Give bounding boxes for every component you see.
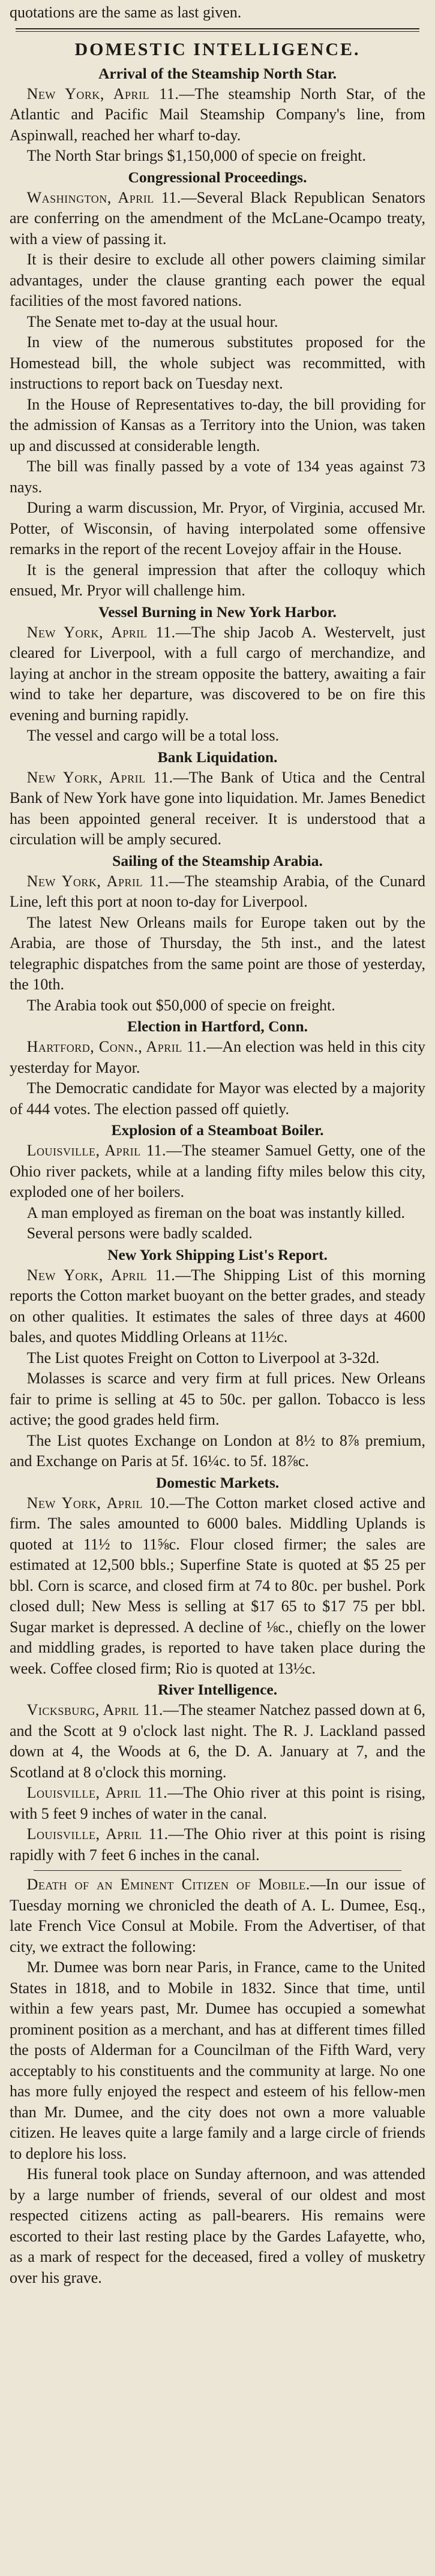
news-article [10,1244,425,1472]
dateline: Louisville, April 11. [26,1142,167,1159]
article-heading: Explosion of a Steamboat Boiler. [111,1121,324,1139]
article-paragraph [10,1368,425,1431]
dateline: Hartford, Conn., April 11. [26,1038,207,1055]
news-article [10,601,425,747]
article-heading: Arrival of the Steamship North Star. [98,64,337,82]
news-article [10,63,425,167]
news-article [10,1016,425,1120]
dateline: New York, April 10. [26,1494,170,1512]
news-article [10,167,425,601]
paragraph-text: In view of the numerous substitutes proposed for the Homestead bill, the whole subject was recommitted, with instructions to report back on Tuesday next. [10,333,425,392]
dateline: Vicksburg, April 11. [26,1701,163,1719]
article-paragraph [10,1140,425,1203]
article-paragraph [10,1203,425,1224]
article-heading: Bank Liquidation. [157,748,278,766]
dateline: New York, April 11. [26,623,176,641]
obituary-paragraph: His funeral took place on Sunday afternoon, and was attended by a large number of friends, several of our oldest and most respected citizens acting as pall-bearers. His remains were escorted to their last resting place by the Gardes Lafayette, who, as a mark of respect for the deceased, fired a volley of musketry over his grave. [10,2165,425,2286]
article-heading: Vessel Burning in New York Harbor. [98,603,337,621]
paragraph-text: During a warm discussion, Mr. Pryor, of Virginia, accused Mr. Potter, of Wisconsin, of having interpolated some offensive remarks in the report of the recent Lovejoy affair in the House. [10,499,425,558]
paragraph-text: It is their desire to exclude all other powers claiming similar advantages, under the clause granting each power the equal facilities of the most favored nations. [10,251,425,309]
article-paragraph [10,1431,425,1472]
article-paragraph [10,1078,425,1120]
obituary-lead-text: —In our issue of Tuesday morning we chronicled the death of A. L. Dumee, Esq., late French Vice Consul at Mobile. From the Advertiser, of that city, we extract the following: [10,1876,425,1955]
dateline: Louisville, April 11. [26,1784,168,1801]
paragraph-text: —The steamer Samuel Getty, one of the Ohio river packets, while at a landing fifty miles below this city, exploded one of her boilers. [10,1142,425,1200]
article-paragraph [10,249,425,312]
article-paragraph [10,456,425,498]
paragraph-text: —The Ohio river at this point is rising, with 5 feet 9 inches of water in the canal. [10,1784,425,1822]
paragraph-text: —An election was held in this city yesterday for Mayor. [10,1038,426,1076]
news-article [10,850,425,1016]
paragraph-text: —The Ohio river at this point is rising rapidly with 7 feet 6 inches in the canal. [10,1825,426,1864]
paragraph-text: The Senate met to-day at the usual hour. [26,312,278,330]
paragraph-text: The bill was finally passed by a vote of 134 yeas against 73 nays. [10,458,425,496]
article-heading: Election in Hartford, Conn. [127,1018,308,1035]
article-paragraph [10,1824,425,1865]
paragraph-text: Several persons were badly scalded. [26,1224,253,1242]
paragraph-text: A man employed as fireman on the boat was instantly killed. [26,1203,405,1221]
article-paragraph [10,560,425,601]
article-paragraph [10,726,425,747]
dateline: Washington, April 11. [26,188,181,206]
obituary-paragraph: Mr. Dumee was born near Paris, in France, came to the United States in 1818, and to Mobile in 1832. Since that time, until within a few years past, Mr. Dumee has occupied a somewhat prominent position as a merchant, and has at different times filled the posts of Alderman for a Councilman of the Fifth Ward, very acceptably to his constituents and the community at large. No one has more fully enjoyed the respect and esteem of his fellow-men than Mr. Dumee, and the city does not own a more valuable citizen. He leaves quite a large family and a large circle of friends to deplore his loss. [10,1958,425,2162]
article-paragraph [10,1783,425,1824]
article-paragraph [10,913,425,995]
article-heading: New York Shipping List's Report. [107,1245,328,1263]
section-divider [16,28,419,32]
dateline: Louisville, April 11. [26,1825,169,1843]
article-paragraph [10,498,425,560]
article-paragraph [10,1223,425,1244]
article-heading: Domestic Markets. [155,1473,280,1491]
paragraph-text: —The Shipping List of this morning reports the Cotton market buoyant on the better grades, and steady on other qualities. It estimates the sales of three days at 4600 bales, and quotes Middling Orleans at 11½c. [10,1266,425,1346]
news-article [10,747,425,850]
article-paragraph [10,1493,425,1680]
obituary-paragraph-lead [10,1874,425,1957]
obituary-divider [34,1870,401,1871]
dateline: New York, April 11. [26,872,169,890]
dateline: New York, April 11. [26,1266,176,1284]
news-article [10,1120,425,1244]
paragraph-text: —The Bank of Utica and the Central Bank of New York have gone into liquidation. Mr. James Benedict has been appointed general receiver. It is understood that a circulation will be amply secured. [10,768,425,848]
paragraph-text: The vessel and cargo will be a total loss. [26,727,280,744]
obituary-lead: Death of an Eminent Citizen of Mobile. [26,1876,310,1893]
paragraph-text: The latest New Orleans mails for Europe taken out by the Arabia, are those of Thursday, the 5th inst., and the latest telegraphic dispatches from the same point are those of yesterday, the 10th. [10,913,425,993]
paragraph-text: —The steamship North Star, of the Atlantic and Pacific Mail Steamship Company's line, from Aspinwall, reached her wharf to-day. [10,85,425,144]
article-paragraph [10,312,425,333]
paragraph-text: It is the general impression that after the colloquy which ensued, Mr. Pryor will challenge him. [10,561,425,599]
dateline: New York, April 11. [26,768,173,786]
obituary-article [10,1874,425,2288]
article-paragraph [10,1037,425,1078]
article-paragraph [10,395,425,457]
article-paragraph [10,188,425,250]
article-paragraph [10,622,425,726]
article-paragraph [10,146,425,167]
paragraph-text: The North Star brings $1,150,000 of specie on freight. [26,147,366,164]
paragraph-text: —The steamer Natchez passed down at 6, and the Scott at 9 o'clock last night. The R. J. Lackland passed down at 4, the Woods at 6, the D. A. January at 7, and the Scotland at 8 o'clock this morning. [10,1701,425,1781]
paragraph-text: —The ship Jacob A. Westervelt, just cleared for Liverpool, with a full cargo of merchandize, and laying at anchor in the stream opposite the battery, awaiting a fair wind to take her departure, was discovered to be on fire this evening and burning rapidly. [10,623,425,724]
article-paragraph [10,1265,425,1348]
article-heading: River Intelligence. [157,1681,278,1698]
paragraph-text: The Arabia took out $50,000 of specie on freight. [26,996,335,1014]
article-paragraph [10,84,425,146]
paragraph-text: The Democratic candidate for Mayor was elected by a majority of 444 votes. The election passed off quietly. [10,1079,425,1118]
paragraph-text: —Several Black Republican Senators are conferring on the amendment of the McLane-Ocampo treaty, with a view of passing it. [10,188,426,248]
article-paragraph [10,768,425,850]
dateline: New York, April 11. [26,85,179,103]
article-heading: Congressional Proceedings. [128,168,307,186]
article-paragraph [10,1348,425,1369]
article-paragraph [10,332,425,395]
article-paragraph [10,995,425,1016]
paragraph-text: Molasses is scarce and very firm at full prices. New Orleans fair to prime is selling at 45 to 50c. per gallon. Tobacco is less active; the good grades held firm. [10,1370,425,1428]
paragraph-text: —The steamship Arabia, of the Cunard Line, left this port at noon to-day for Liverpool. [10,872,425,910]
articles-container [10,63,425,1866]
article-paragraph [10,1700,425,1783]
previous-article-fragment: quotations are the same as last given. [10,4,242,21]
article-paragraph [10,871,425,913]
news-article [10,1679,425,1865]
paragraph-text: In the House of Representatives to-day, the bill providing for the admission of Kansas as a Territory into the Union, was taken up and discussed at considerable length. [10,395,425,455]
paragraph-text: —The Cotton market closed active and firm. The sales amounted to 6000 bales. Middling Uplands is quoted at 11½ to 11⅝c. Flour closed firmer; the sales are estimated at 12,500 bbls.; Superfine State is quoted at $5 25 per bbl. Corn is scarce, and closed firm at 74 to 80c. per bushel. Pork closed dull; New Mess is selling at $17 65 to $17 75 per bbl. Sugar market is depressed. A decline of ⅛c., chiefly on the lower and middling grades, is reported to have taken place during the week. Coffee closed firm; Rio is quoted at 13½c. [10,1494,425,1677]
news-article [10,1472,425,1680]
section-title: DOMESTIC INTELLIGENCE. [74,39,361,59]
paragraph-text: The List quotes Exchange on London at 8½ to 8⅞ premium, and Exchange on Paris at 5f. 16¼c. to 5f. 18⅞c. [10,1431,425,1470]
paragraph-text: The List quotes Freight on Cotton to Liverpool at 3-32d. [26,1349,380,1367]
article-heading: Sailing of the Steamship Arabia. [112,851,323,869]
